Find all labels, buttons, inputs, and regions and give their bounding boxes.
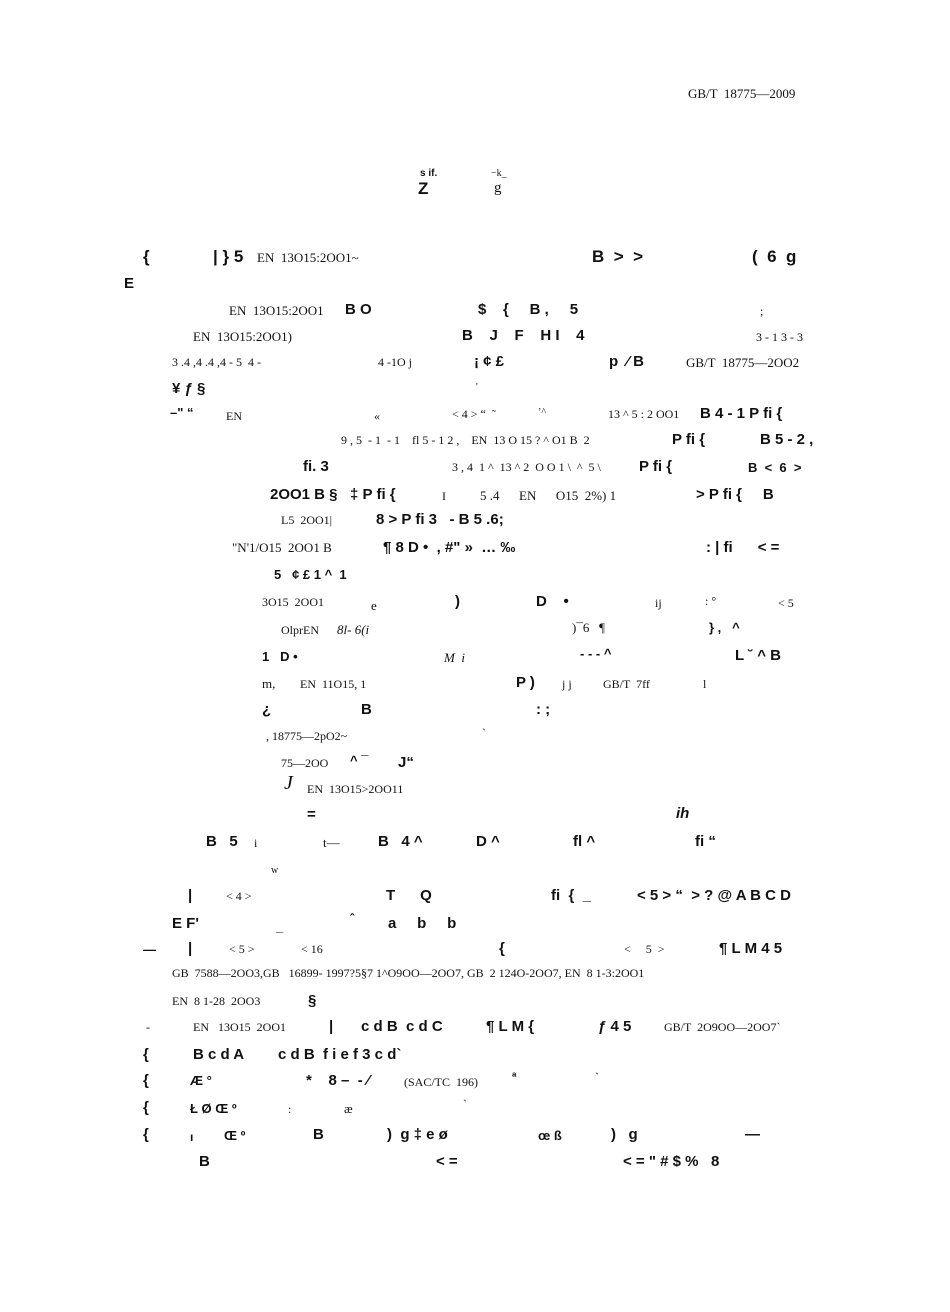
text-fragment: : ; bbox=[536, 701, 551, 718]
text-fragment: { bbox=[499, 940, 505, 957]
text-fragment: B bbox=[313, 1126, 324, 1143]
text-fragment: P fi { bbox=[639, 458, 673, 475]
text-fragment: GB 7588—2OO3,GB 16899- 1997?5§7 1^O9OO—2OO7, GB 2 124O-2OO7, EN 8 1-3:2OO1 bbox=[172, 966, 645, 980]
text-fragment: ﬁ. 3 bbox=[303, 458, 329, 475]
text-fragment: ı bbox=[190, 1130, 194, 1144]
text-fragment: ’^ bbox=[538, 407, 547, 418]
text-fragment: t— bbox=[323, 835, 340, 850]
text-fragment: { bbox=[143, 1046, 149, 1063]
text-fragment: { bbox=[143, 1126, 149, 1143]
text-fragment: OlprEN bbox=[281, 623, 319, 637]
text-fragment: ` bbox=[463, 1097, 467, 1111]
text-fragment: P ) bbox=[516, 674, 535, 691]
text-fragment: } , ^ bbox=[709, 620, 740, 635]
text-fragment: 75—2OO bbox=[281, 756, 329, 770]
title-mark-a: s if. bbox=[420, 168, 438, 179]
text-fragment: J“ bbox=[398, 754, 414, 771]
text-fragment: ) g ‡ e ø bbox=[387, 1126, 448, 1143]
text-fragment: GB/T 7ff bbox=[603, 677, 650, 691]
text-fragment: B 4 ^ bbox=[378, 833, 423, 850]
text-fragment: B bbox=[199, 1153, 210, 1170]
text-fragment: j j bbox=[562, 677, 572, 691]
title-main-b: g bbox=[494, 180, 502, 196]
text-fragment: –" “ bbox=[170, 405, 194, 420]
text-fragment: = bbox=[307, 806, 316, 823]
text-fragment: 5 ¢ £ 1 ^ 1 bbox=[274, 567, 347, 582]
text-fragment: : bbox=[288, 1102, 292, 1116]
text-fragment: i bbox=[254, 836, 258, 850]
text-fragment: > P fi { B bbox=[696, 486, 774, 503]
text-fragment: D • bbox=[536, 593, 569, 610]
text-fragment: l bbox=[703, 677, 707, 691]
text-fragment: "N'1/O15 2OO1 B bbox=[232, 540, 332, 555]
text-fragment: )¯6 ¶ bbox=[572, 620, 605, 635]
text-fragment: § bbox=[308, 992, 317, 1009]
text-fragment: B < 6 > bbox=[748, 460, 802, 475]
text-fragment: _ bbox=[276, 919, 284, 934]
text-fragment: ; bbox=[760, 304, 764, 318]
text-fragment: $ { B , 5 bbox=[478, 301, 579, 318]
text-fragment: M i bbox=[444, 650, 465, 665]
text-fragment: — bbox=[745, 1126, 760, 1143]
text-fragment: 13 ^ 5 : 2 OO1 bbox=[608, 407, 680, 421]
text-fragment: < = bbox=[436, 1153, 458, 1170]
text-fragment: B 5 - 2 , bbox=[760, 431, 814, 448]
text-fragment: B c d A bbox=[193, 1046, 245, 1063]
text-fragment: ˆ bbox=[350, 911, 355, 926]
text-fragment: GB/T 2O9OO—2OO7` bbox=[664, 1020, 781, 1034]
doc-id: GB/T 18775—2009 bbox=[688, 86, 796, 101]
text-fragment: 3 - 1 3 - 3 bbox=[756, 330, 803, 344]
text-fragment: ¶ 8 D • , #" » … ‰ bbox=[383, 539, 516, 556]
text-fragment: ) bbox=[455, 593, 460, 610]
title-mark-b: −k_ bbox=[491, 168, 507, 179]
text-fragment: E F' bbox=[172, 915, 199, 932]
text-fragment: * 8 – - ⁄ bbox=[306, 1072, 370, 1089]
text-fragment: EN 13O15:2OO1) bbox=[193, 329, 292, 344]
text-fragment: { bbox=[143, 1072, 149, 1089]
text-fragment: ' bbox=[476, 382, 478, 393]
title-main-a: Z bbox=[418, 179, 429, 198]
text-fragment: < 5 > “ > ? @ A B C D bbox=[637, 887, 791, 904]
text-fragment: ¡ ¢ £ bbox=[474, 353, 505, 370]
text-fragment: E bbox=[124, 275, 135, 292]
text-fragment: J bbox=[284, 772, 293, 794]
text-fragment: fi { _ bbox=[551, 887, 592, 904]
text-fragment: fi “ bbox=[695, 833, 716, 850]
text-fragment: ª bbox=[512, 1070, 517, 1084]
text-fragment: < 5 > bbox=[229, 942, 255, 956]
text-fragment: < 5 bbox=[778, 596, 794, 610]
text-fragment: L5 2OO1| bbox=[281, 513, 333, 527]
text-fragment: 8l- 6(i bbox=[337, 622, 370, 637]
text-fragment: B > > bbox=[592, 247, 644, 266]
text-fragment: , 18775—2pO2~ bbox=[266, 729, 348, 743]
text-fragment: ¥ ƒ § bbox=[172, 380, 206, 397]
text-fragment: fl ^ bbox=[573, 833, 596, 850]
text-fragment: - - - ^ bbox=[580, 646, 612, 661]
text-fragment: — bbox=[143, 942, 156, 957]
text-fragment: m, bbox=[262, 676, 276, 691]
text-fragment: ` bbox=[595, 1070, 599, 1084]
text-fragment: B bbox=[361, 701, 372, 718]
text-fragment: < 4 > bbox=[226, 889, 252, 903]
text-fragment: c d B f i e f 3 c d` bbox=[278, 1046, 402, 1063]
text-fragment: EN 13O15:2OO1 bbox=[229, 303, 324, 318]
text-fragment: ( 6 g bbox=[752, 247, 797, 266]
text-fragment: ih bbox=[676, 805, 690, 822]
text-fragment: EN 13O15:2OO1~ bbox=[257, 250, 359, 265]
text-fragment: D ^ bbox=[476, 833, 500, 850]
text-fragment: : | fi < = bbox=[706, 539, 780, 556]
text-fragment: EN bbox=[226, 409, 242, 423]
text-fragment: 3 .4 ,4 .4 ,4 - 5 4 - bbox=[172, 355, 261, 369]
text-fragment: GB/T 18775—2OO2 bbox=[686, 355, 800, 370]
text-fragment: EN 11O15, 1 bbox=[300, 677, 367, 691]
text-fragment: EN 8 1-28 2OO3 bbox=[172, 994, 261, 1008]
text-fragment: { bbox=[143, 247, 150, 266]
text-fragment: 1 D • bbox=[262, 649, 298, 664]
text-fragment: œ ß bbox=[538, 1128, 562, 1143]
text-fragment: Æ ° bbox=[190, 1073, 212, 1088]
text-fragment: e bbox=[371, 598, 377, 613]
text-fragment: | bbox=[329, 1018, 334, 1035]
text-fragment: < = " # $ % 8 bbox=[623, 1153, 720, 1170]
text-fragment: : ° bbox=[705, 594, 717, 608]
text-fragment: 8 > P fi 3 - B 5 .6; bbox=[376, 511, 504, 528]
text-fragment: | bbox=[188, 887, 193, 904]
text-fragment: (SAC/TC 196) bbox=[404, 1075, 479, 1089]
text-fragment: L ˘ ^ B bbox=[735, 647, 781, 664]
text-fragment: a b b bbox=[388, 915, 457, 932]
text-fragment: p ⁄ B bbox=[609, 353, 645, 370]
text-fragment: ij bbox=[655, 596, 662, 610]
text-fragment: 4 -1O j bbox=[378, 355, 412, 369]
text-fragment: ¶ L M { bbox=[486, 1018, 535, 1035]
text-fragment: ^ ¯ bbox=[350, 753, 369, 768]
text-fragment: B 5 bbox=[206, 833, 238, 850]
text-fragment: - bbox=[146, 1020, 150, 1034]
text-fragment: ` bbox=[482, 726, 486, 740]
text-fragment: P fi { bbox=[672, 431, 706, 448]
text-fragment: 5 .4 EN O15 2%) 1 bbox=[480, 488, 617, 503]
text-fragment: < 16 bbox=[301, 942, 323, 956]
text-fragment: 3O15 2OO1 bbox=[262, 595, 324, 609]
text-fragment: EN 13O15 2OO1 bbox=[193, 1020, 286, 1034]
text-fragment: 3 , 4 1 ^ 13 ^ 2 O O 1 \ ^ 5 \ bbox=[452, 460, 601, 474]
text-fragment: 9 , 5 - 1 - 1 fl 5 - 1 2 , EN 13 O 15 ? ^ O1 B 2 bbox=[341, 433, 590, 447]
text-fragment: Œ º bbox=[224, 1128, 246, 1143]
text-fragment: « bbox=[374, 409, 380, 423]
text-fragment: | } 5 bbox=[213, 247, 244, 266]
text-fragment: I bbox=[442, 489, 446, 503]
text-fragment: ¶ L M 4 5 bbox=[719, 940, 783, 957]
text-fragment: 2OO1 B § ‡ P fi { bbox=[270, 486, 396, 503]
text-fragment: ) g bbox=[611, 1126, 638, 1143]
text-fragment: ¿ bbox=[262, 701, 272, 718]
text-fragment: B J F H I 4 bbox=[462, 327, 585, 344]
text-fragment: æ bbox=[344, 1101, 353, 1116]
text-fragment: B 4 - 1 P fi { bbox=[700, 405, 783, 422]
text-fragment: w bbox=[271, 865, 279, 876]
text-fragment: B O bbox=[345, 301, 372, 318]
text-fragment: < 4 > “ ˜ bbox=[452, 407, 496, 421]
text-fragment: ƒ 4 5 bbox=[598, 1018, 632, 1035]
text-fragment: Ł Ø Œ º bbox=[190, 1101, 237, 1116]
text-fragment: T Q bbox=[386, 887, 432, 904]
text-fragment: EN 13O15>2OO11 bbox=[307, 782, 404, 796]
text-fragment: c d B c d C bbox=[361, 1018, 443, 1035]
text-fragment: < 5 > bbox=[624, 942, 665, 956]
text-fragment: | bbox=[188, 940, 193, 957]
text-fragment: { bbox=[143, 1099, 149, 1116]
